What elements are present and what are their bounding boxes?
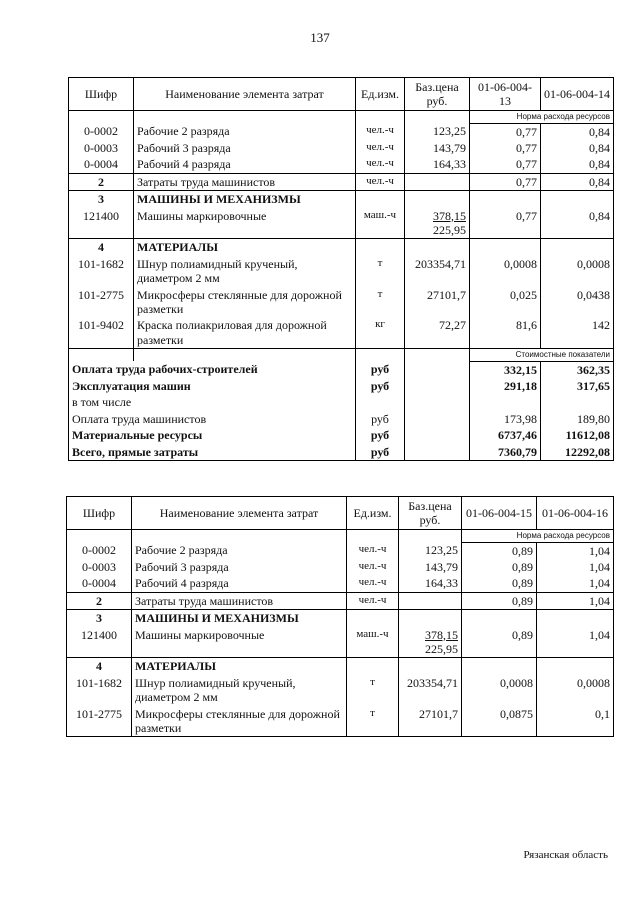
cost-value-2: 11612,08	[541, 427, 614, 443]
row-price: 164,33	[405, 156, 470, 173]
table-row	[67, 675, 614, 706]
row-unit: т	[356, 287, 405, 318]
norm-label: Норма расхода ресурсов	[462, 530, 614, 543]
row-unit: чел.-ч	[356, 156, 405, 173]
row-value-2: 0,0438	[541, 287, 614, 318]
table-header-row	[67, 497, 614, 530]
row-value-1: 0,0008	[470, 256, 541, 287]
row-unit: чел.-ч	[356, 173, 405, 190]
row-code: 101-2775	[67, 706, 132, 737]
cost-label-row	[69, 349, 614, 362]
row-value-1: 0,77	[470, 123, 541, 140]
row-price	[399, 592, 462, 609]
table-row	[67, 575, 614, 592]
cost-row	[69, 411, 614, 427]
row-value-2: 1,04	[537, 542, 614, 559]
cost-value-1: 7360,79	[470, 444, 541, 461]
row-value-1: 81,6	[470, 317, 541, 348]
table-row	[69, 156, 614, 173]
cost-value-1: 332,15	[470, 361, 541, 378]
cost-name: Оплата труда машинистов	[69, 411, 356, 427]
row-unit: т	[347, 706, 399, 737]
row-price: 27101,7	[399, 706, 462, 737]
row-code: 0-0004	[69, 156, 134, 173]
cost-value-1: 173,98	[470, 411, 541, 427]
row-value-2: 0,0008	[541, 256, 614, 287]
cost-name: Всего, прямые затраты	[69, 444, 356, 461]
price-machine-total: 378,15	[433, 208, 466, 223]
section-title: МАШИНЫ И МЕХАНИЗМЫ	[132, 610, 347, 627]
table-row	[69, 317, 614, 348]
table-header-row	[69, 78, 614, 111]
cost-row	[69, 378, 614, 394]
page-number: 137	[310, 30, 330, 45]
row-value-1: 0,89	[462, 627, 537, 658]
row-price: 123,25	[399, 542, 462, 559]
row-value-1: 0,89	[462, 559, 537, 575]
header-col1: 01-06-004-13	[470, 78, 541, 111]
row-value-1: 0,025	[470, 287, 541, 318]
row-price: 27101,7	[405, 287, 470, 318]
norm-label-row	[69, 111, 614, 124]
table-row	[67, 627, 614, 658]
row-price	[405, 173, 470, 190]
section-code: 3	[69, 191, 134, 208]
cost-value-1: 291,18	[470, 378, 541, 394]
resource-table-2	[66, 496, 614, 737]
row-name: Шнур полиамидный крученый, диаметром 2 мм	[132, 675, 347, 706]
row-code: 0-0002	[69, 123, 134, 140]
price-machine-labor: 225,95	[433, 222, 466, 237]
header-code: Шифр	[69, 78, 134, 111]
row-value-2: 0,84	[541, 208, 614, 239]
row-name: Затраты труда машинистов	[132, 592, 347, 609]
price-machine-total: 378,15	[425, 627, 458, 642]
cost-name: Материальные ресурсы	[69, 427, 356, 443]
section-code: 4	[69, 239, 134, 256]
row-code: 101-1682	[67, 675, 132, 706]
row-value-2: 1,04	[537, 559, 614, 575]
cost-row	[69, 361, 614, 378]
row-price	[405, 208, 470, 239]
row-code: 0-0003	[67, 559, 132, 575]
row-value-1: 0,89	[462, 542, 537, 559]
row-unit: т	[356, 256, 405, 287]
table-row	[67, 592, 614, 609]
row-name: Затраты труда машинистов	[134, 173, 356, 190]
row-unit: чел.-ч	[347, 575, 399, 592]
row-name: Микросферы стеклянные для дорожной разметки	[134, 287, 356, 318]
header-col2: 01-06-004-16	[537, 497, 614, 530]
table-row	[69, 287, 614, 318]
row-code: 101-1682	[69, 256, 134, 287]
row-code: 0-0002	[67, 542, 132, 559]
row-name: Рабочий 4 разряда	[132, 575, 347, 592]
row-value-1: 0,89	[462, 575, 537, 592]
row-value-1: 0,0875	[462, 706, 537, 737]
row-value-1: 0,0008	[462, 675, 537, 706]
row-value-2: 0,0008	[537, 675, 614, 706]
row-name: Машины маркировочные	[134, 208, 356, 239]
row-value-1: 0,77	[470, 173, 541, 190]
section-code: 4	[67, 658, 132, 675]
row-price: 164,33	[399, 575, 462, 592]
row-price: 203354,71	[405, 256, 470, 287]
header-name: Наименование элемента затрат	[134, 78, 356, 111]
row-value-2: 0,84	[541, 156, 614, 173]
row-unit: чел.-ч	[347, 542, 399, 559]
row-code: 0-0004	[67, 575, 132, 592]
row-value-2: 142	[541, 317, 614, 348]
header-unit: Ед.изм.	[356, 78, 405, 111]
row-code: 2	[69, 173, 134, 190]
row-price: 72,27	[405, 317, 470, 348]
cost-value-2: 12292,08	[541, 444, 614, 461]
row-value-1: 0,77	[470, 156, 541, 173]
row-value-1: 0,77	[470, 140, 541, 156]
row-price: 123,25	[405, 123, 470, 140]
table-row	[69, 208, 614, 239]
row-code: 2	[67, 592, 132, 609]
cost-unit: руб	[356, 444, 405, 461]
section-row	[67, 610, 614, 627]
cost-unit: руб	[356, 411, 405, 427]
row-unit: кг	[356, 317, 405, 348]
row-value-2: 0,84	[541, 173, 614, 190]
row-value-1: 0,77	[470, 208, 541, 239]
header-unit: Ед.изм.	[347, 497, 399, 530]
norm-label: Норма расхода ресурсов	[470, 111, 614, 124]
cost-value-2: 189,80	[541, 411, 614, 427]
row-value-2: 1,04	[537, 592, 614, 609]
row-name: Рабочий 3 разряда	[132, 559, 347, 575]
table-row	[67, 542, 614, 559]
row-code: 121400	[69, 208, 134, 239]
row-code: 121400	[67, 627, 132, 658]
cost-row	[69, 444, 614, 461]
cost-unit: руб	[356, 427, 405, 443]
section-title: МАТЕРИАЛЫ	[134, 239, 356, 256]
row-price: 143,79	[399, 559, 462, 575]
cost-row	[69, 427, 614, 443]
row-value-2: 1,04	[537, 575, 614, 592]
row-unit: чел.-ч	[356, 123, 405, 140]
table-row	[69, 123, 614, 140]
row-unit: маш.-ч	[347, 627, 399, 658]
section-row	[69, 239, 614, 256]
section-row	[67, 658, 614, 675]
cost-name: в том числе	[69, 394, 356, 410]
section-title: МАШИНЫ И МЕХАНИЗМЫ	[134, 191, 356, 208]
cost-name: Эксплуатация машин	[69, 378, 356, 394]
row-unit: чел.-ч	[347, 592, 399, 609]
row-value-2: 1,04	[537, 627, 614, 658]
section-code: 3	[67, 610, 132, 627]
row-code: 101-9402	[69, 317, 134, 348]
header-price: Баз.цена руб.	[399, 497, 462, 530]
header-price: Баз.цена руб.	[405, 78, 470, 111]
row-name: Рабочий 3 разряда	[134, 140, 356, 156]
row-code: 0-0003	[69, 140, 134, 156]
header-code: Шифр	[67, 497, 132, 530]
table-row	[67, 559, 614, 575]
section-title: МАТЕРИАЛЫ	[132, 658, 347, 675]
row-name: Микросферы стеклянные для дорожной разметки	[132, 706, 347, 737]
footer-region: Рязанская область	[523, 849, 608, 861]
table-row	[69, 140, 614, 156]
row-name: Рабочие 2 разряда	[134, 123, 356, 140]
cost-value-1: 6737,46	[470, 427, 541, 443]
row-price: 203354,71	[399, 675, 462, 706]
cost-unit: руб	[356, 361, 405, 378]
row-value-2: 0,1	[537, 706, 614, 737]
row-value-1: 0,89	[462, 592, 537, 609]
row-unit: чел.-ч	[356, 140, 405, 156]
table-row	[69, 173, 614, 190]
cost-value-2: 317,65	[541, 378, 614, 394]
section-row	[69, 191, 614, 208]
cost-name: Оплата труда рабочих-строителей	[69, 361, 356, 378]
row-price: 143,79	[405, 140, 470, 156]
row-name: Рабочие 2 разряда	[132, 542, 347, 559]
row-name: Шнур полиамидный крученый, диаметром 2 мм	[134, 256, 356, 287]
cost-value-2: 362,35	[541, 361, 614, 378]
row-value-2: 0,84	[541, 123, 614, 140]
header-col2: 01-06-004-14	[541, 78, 614, 111]
row-price	[399, 627, 462, 658]
cost-unit: руб	[356, 378, 405, 394]
row-name: Машины маркировочные	[132, 627, 347, 658]
price-machine-labor: 225,95	[425, 641, 458, 656]
norm-label-row	[67, 530, 614, 543]
resource-table-1	[68, 77, 614, 461]
row-unit: маш.-ч	[356, 208, 405, 239]
cost-label: Стоимостные показатели	[470, 349, 614, 362]
row-value-2: 0,84	[541, 140, 614, 156]
table-row	[67, 706, 614, 737]
row-name: Рабочий 4 разряда	[134, 156, 356, 173]
header-col1: 01-06-004-15	[462, 497, 537, 530]
row-unit: т	[347, 675, 399, 706]
row-name: Краска полиакриловая для дорожной разметки	[134, 317, 356, 348]
row-unit: чел.-ч	[347, 559, 399, 575]
row-code: 101-2775	[69, 287, 134, 318]
cost-row	[69, 394, 614, 410]
table-row	[69, 256, 614, 287]
header-name: Наименование элемента затрат	[132, 497, 347, 530]
